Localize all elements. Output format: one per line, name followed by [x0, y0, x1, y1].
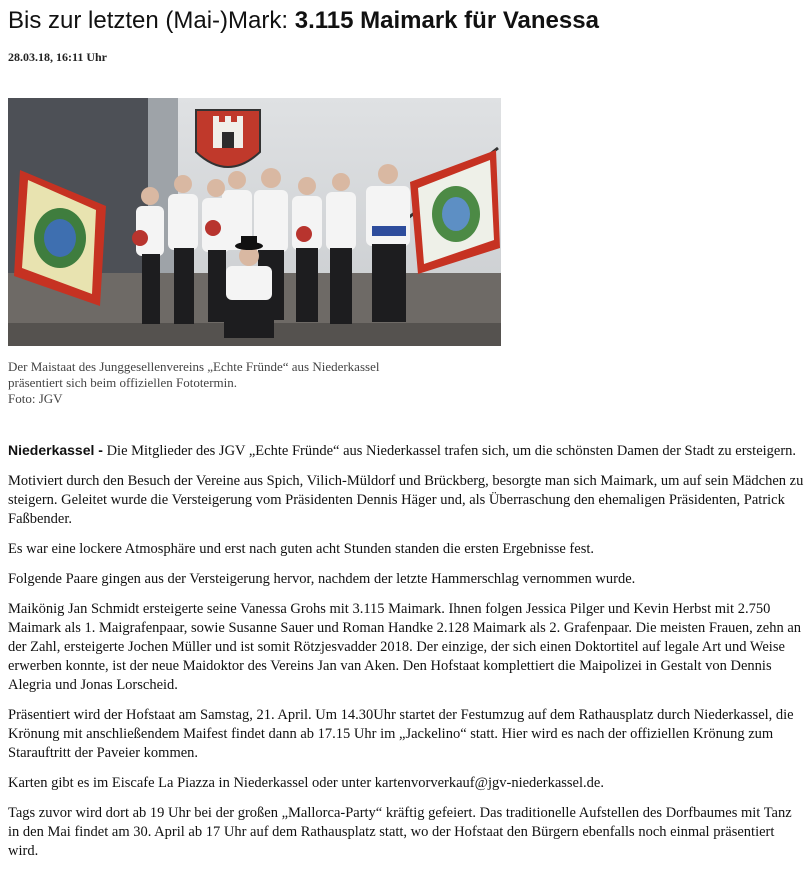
tickets-text: Karten gibt es im Eiscafe La Piazza in Niederkassel oder unter	[8, 775, 375, 791]
photo-caption	[8, 359, 508, 407]
article-paragraph: Motiviert durch den Besuch der Vereine aus Spich, Vilich-Müldorf und Brückberg, besorgte man sich Maimark, um auf sein Mädchen zu steigern. Geleitet wurde die Versteigerung vom Präsidenten Dennis Häger und, als Überraschung den ehemaligen Präsidenten, Patrick Faßbender.	[8, 473, 804, 527]
caption-line: präsentiert sich beim offiziellen Fototermin.	[8, 375, 238, 390]
article-paragraph	[8, 774, 804, 793]
article-paragraph: Maikönig Jan Schmidt ersteigerte seine Vanessa Grohs mit 3.115 Maimark. Ihnen folgen Jessica Pilger und Kevin Herbst mit 2.750 Maimark als 1. Maigrafenpaar, sowie Susanne Sauer und Roman Handke 2.128 Maimark als 2. Grafenpaar. Die meisten Frauen, zehn an der Zahl, ersteigerte Jochen Müller und ist somit Rötzjesvadder 2018. Der einzige, der sich einen Doktortitel auf legale Art und Weise erwerben konnte, ist der neue Maidoktor des Vereins Jan van Aken. Den Hofstaat komplettiert die Maipolizei in Gestalt von Dennis Alegria und Jonas Lorscheid.	[8, 601, 802, 693]
article-paragraph: Präsentiert wird der Hofstaat am Samstag, 21. April. Um 14.30Uhr startet der Festumzug auf dem Rathausplatz durch Niederkassel, die Krönung mit anschließendem Maifest findet dann ab 17.15 Uhr im „Jackelino“ statt. Hier wird es nach der offiziellen Krönung zum Starauftritt der Paveier kommen.	[8, 707, 794, 761]
group-photo	[8, 98, 501, 346]
dateline-place: Niederkassel -	[8, 442, 103, 458]
coat-of-arms	[196, 110, 260, 167]
lead-text: Die Mitglieder des JGV „Echte Fründe“ aus Niederkassel trafen sich, um die schönsten Damen der Stadt zu ersteigern.	[102, 443, 797, 459]
publication-date: 28.03.18, 16:11 Uhr	[8, 50, 107, 64]
article-headline	[8, 6, 803, 36]
article-paragraph: Tags zuvor wird dort ab 19 Uhr bei der großen „Mallorca-Party“ kräftig gefeiert. Das traditionelle Aufstellen des Dorfbaumes mit Tanz in den Mai findet am 30. April ab 17 Uhr auf dem Rathausplatz statt, wo der Hofstaat den Bürgern ebenfalls noch einmal präsentiert wird.	[8, 805, 792, 859]
photo-credit: Foto: JGV	[8, 391, 63, 406]
article-paragraph: Folgende Paare gingen aus der Versteigerung hervor, nachdem der letzte Hammerschlag vernommen wurde.	[8, 571, 636, 587]
article-paragraph	[8, 441, 804, 461]
caption-line: Der Maistaat des Junggesellenvereins „Echte Fründe“ aus Niederkassel	[8, 359, 380, 374]
tickets-text-end: .	[600, 775, 604, 791]
article-paragraph: Es war eine lockere Atmosphäre und erst nach guten acht Stunden standen die ersten Ergebnisse fest.	[8, 541, 594, 557]
ticket-email-link[interactable]: kartenvorverkauf@jgv-niederkassel.de	[374, 775, 601, 791]
headline-prefix: Bis zur letzten (Mai-)Mark:	[8, 7, 295, 34]
headline-emphasis: 3.115 Maimark für Vanessa	[294, 7, 599, 34]
article-body	[8, 441, 804, 872]
